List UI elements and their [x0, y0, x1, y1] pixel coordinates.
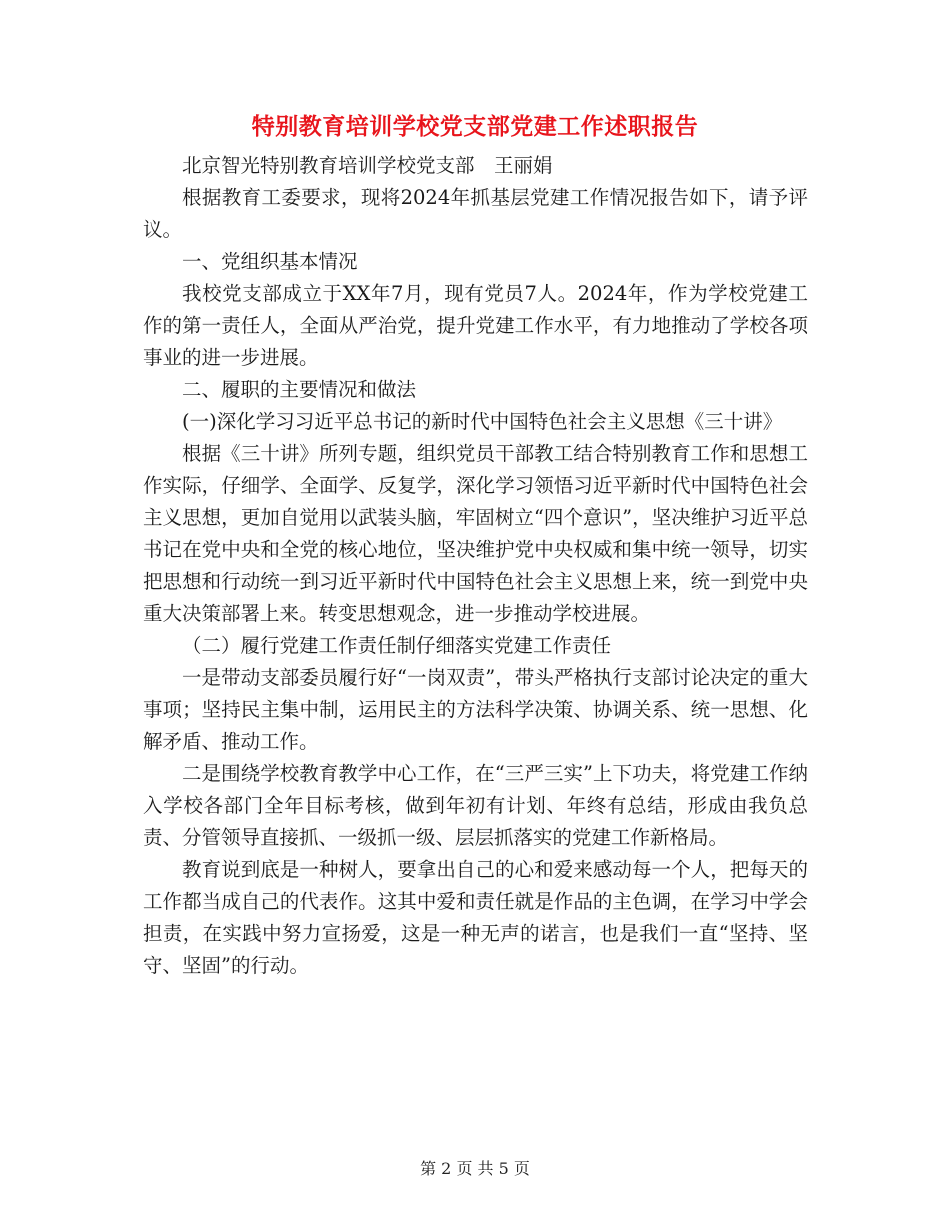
- paragraph-closing: 教育说到底是一种树人，要拿出自己的心和爱来感动每一个人，把每天的工作都当成自己的代表作。这其中爱和责任就是作品的主色调，在学习中学会担责，在实践中努力宣扬爱，这是一种无声的诺言，也是我们一直“坚持、坚守、坚固”的行动。: [143, 858, 808, 977]
- section-heading-2: 二、履职的主要情况和做法: [182, 378, 417, 401]
- author-line: 北京智光特别教育培训学校党支部 王丽娟: [182, 154, 553, 177]
- page-number: 第 2 页 共 5 页: [420, 1159, 530, 1178]
- document-title: 特别教育培训学校党支部党建工作述职报告: [251, 114, 699, 140]
- document-body: [143, 150, 808, 982]
- section-heading-1: 一、党组织基本情况: [182, 250, 358, 273]
- subsection-heading-1: (一)深化学习习近平总书记的新时代中国特色社会主义思想《三十讲》: [182, 410, 783, 433]
- paragraph-point-one: 一是带动支部委员履行好“一岗双责”，带头严格执行支部讨论决定的重大事项；坚持民主集中制，运用民主的方法科学决策、协调关系、统一思想、化解矛盾、推动工作。: [143, 666, 808, 753]
- paragraph-basic-info: 我校党支部成立于XX年7月，现有党员7人。2024年，作为学校党建工作的第一责任人，全面从严治党，提升党建工作水平，有力地推动了学校各项事业的进一步进展。: [143, 282, 808, 369]
- paragraph-point-two: 二是围绕学校教育教学中心工作，在“三严三实”上下功夫，将党建工作纳入学校各部门全年目标考核，做到年初有计划、年终有总结，形成由我负总责、分管领导直接抓、一级抓一级、层层抓落实的党建工作新格局。: [143, 762, 808, 849]
- subsection-heading-2: （二）履行党建工作责任制仔细落实党建工作责任: [182, 634, 612, 657]
- paragraph-study: 根据《三十讲》所列专题，组织党员干部教工结合特别教育工作和思想工作实际，仔细学、全面学、反复学，深化学习领悟习近平新时代中国特色社会主义思想，更加自觉用以武装头脑，牢固树立“四个意识”，坚决维护习近平总书记在党中央和全党的核心地位，坚决维护党中央权威和集中统一领导，切实把思想和行动统一到习近平新时代中国特色社会主义思想上来，统一到党中央重大决策部署上来。转变思想观念，进一步推动学校进展。: [143, 442, 808, 625]
- intro-paragraph: 根据教育工委要求，现将2024年抓基层党建工作情况报告如下，请予评议。: [143, 186, 808, 241]
